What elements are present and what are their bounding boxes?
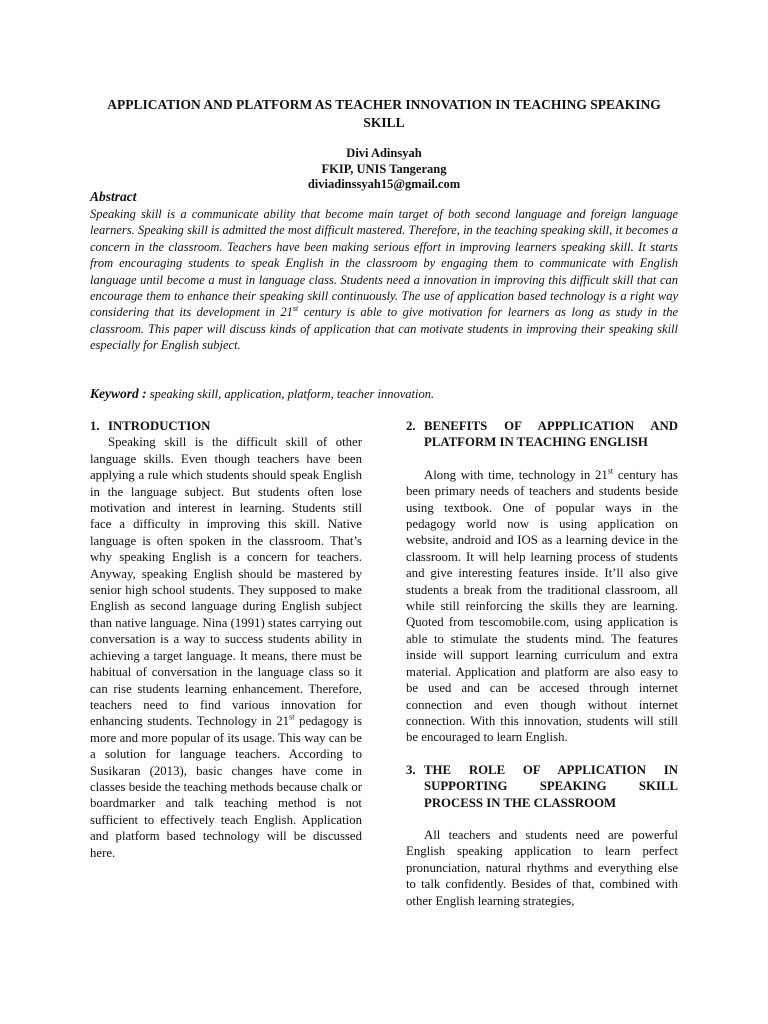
author-email: diviadinssyah15@gmail.com: [307, 177, 461, 191]
section-title: INTRODUCTION: [108, 419, 211, 433]
abstract-sup: st: [292, 304, 299, 314]
paper-title: APPLICATION AND PLATFORM AS TEACHER INNOVATION IN TEACHING SPEAKING SKILL: [107, 97, 661, 130]
keyword-line: [90, 386, 678, 402]
left-column: [90, 418, 362, 861]
intro-sup: st: [289, 713, 295, 723]
author-block: [90, 146, 678, 193]
author-name: Divi Adinsyah: [346, 146, 422, 160]
keyword-text: speaking skill, application, platform, teacher innovation.: [146, 387, 435, 401]
right-column: [406, 418, 678, 909]
section-heading-role: [406, 762, 678, 811]
author-affiliation: FKIP, UNIS Tangerang: [321, 161, 447, 176]
role-paragraph: All teachers and students need are powerful English speaking application to learn perfect pronunciation, natural rhythms and everything else to talk confidently. Besides of that, combined with other English learning strategies,: [406, 827, 678, 908]
abstract-text-part1: Speaking skill is a communicate ability that become main target of both second language and foreign language learners. Speaking skill is admitted the most difficult mastered. Therefore, in the teaching speaking skill, it becomes a concern in the classroom. Teachers have been making serious effort in improving learners speaking skill. It starts from encouraging students to speak English in the classroom by engaging them to communicate with English language until become a must in language class. Students need a innovation in improving this difficult skill that can encourage them to enhance their speaking skill continuously. The use of application based technology is a right way considering that its development in 21: [90, 207, 678, 320]
keyword-label: Keyword :: [90, 386, 147, 401]
section-number: 1.: [90, 419, 100, 433]
benefits-sup: st: [607, 466, 614, 476]
benefits-paragraph: [406, 467, 678, 746]
introduction-paragraph: [90, 434, 362, 861]
section-title: BENEFITS OF APPPLICATION AND PLATFORM IN TEACHING ENGLISH: [424, 419, 678, 450]
benefits-text-part2: century has been primary needs of teachers and students beside using textbook. One of popular ways in the pedagogy world now is using application on website, android and IOS as a learning device in the classroom. It will help learning process of students and give interesting features inside. It’ll also give students a break from the traditional classroom, all while still reinforcing the skills they are learning. Quoted from tescomobile.com, using application is able to stimulate the students mind. The features inside will support learning curriculum and extra material. Application and platform are also easy to be used and can be accesed through internet connection and even though without internet connection. With this innovation, students will still be encouraged to learn English.: [406, 467, 678, 745]
abstract-heading: Abstract: [90, 189, 137, 204]
intro-text-part1: Speaking skill is the difficult skill of other language skills. Even though teachers have been applying a rule which students should speak English in the language subject. But students often lose motivation and interest in learning. Students still face a difficulty in improving this skill. Native language is often spoken in the classroom. That’s why speaking English is a concern for teachers. Anyway, speaking English should be mastered by senior high school students. They supposed to make English as second language during English subject than native language. Nina (1991) states carrying out conversation is a way to success students ability in achieving a target language. It means, there must be habitual of conversation in the language class so it can rise students learning enhancement. Therefore, teachers need to find various innovation for enhancing students. Technology in 21: [90, 435, 362, 729]
section-number: 2.: [406, 419, 416, 433]
section-heading-introduction: [90, 418, 362, 434]
section-heading-benefits: [406, 418, 678, 451]
benefits-text-part1: Along with time, technology in 21: [424, 467, 608, 482]
abstract-text: [90, 206, 678, 354]
section-number: 3.: [406, 762, 416, 777]
section-title: THE ROLE OF APPLICATION IN SUPPORTING SPEAKING SKILL PROCESS IN THE CLASSROOM: [424, 762, 678, 810]
abstract-text-part2: century is able to give motivation for learners as long as study in the classroom. This paper will discuss kinds of application that can motivate students in improving their speaking skill especially for English subject.: [90, 305, 678, 353]
intro-text-part2: pedagogy is more and more popular of its usage. This way can be a solution for language teachers. According to Susikaran (2013), basic changes have come in classes beside the teaching methods because chalk or boardmarker and talk teaching method is not sufficient to effectively teach English. Application and platform based technology will be discussed here.: [90, 714, 363, 860]
